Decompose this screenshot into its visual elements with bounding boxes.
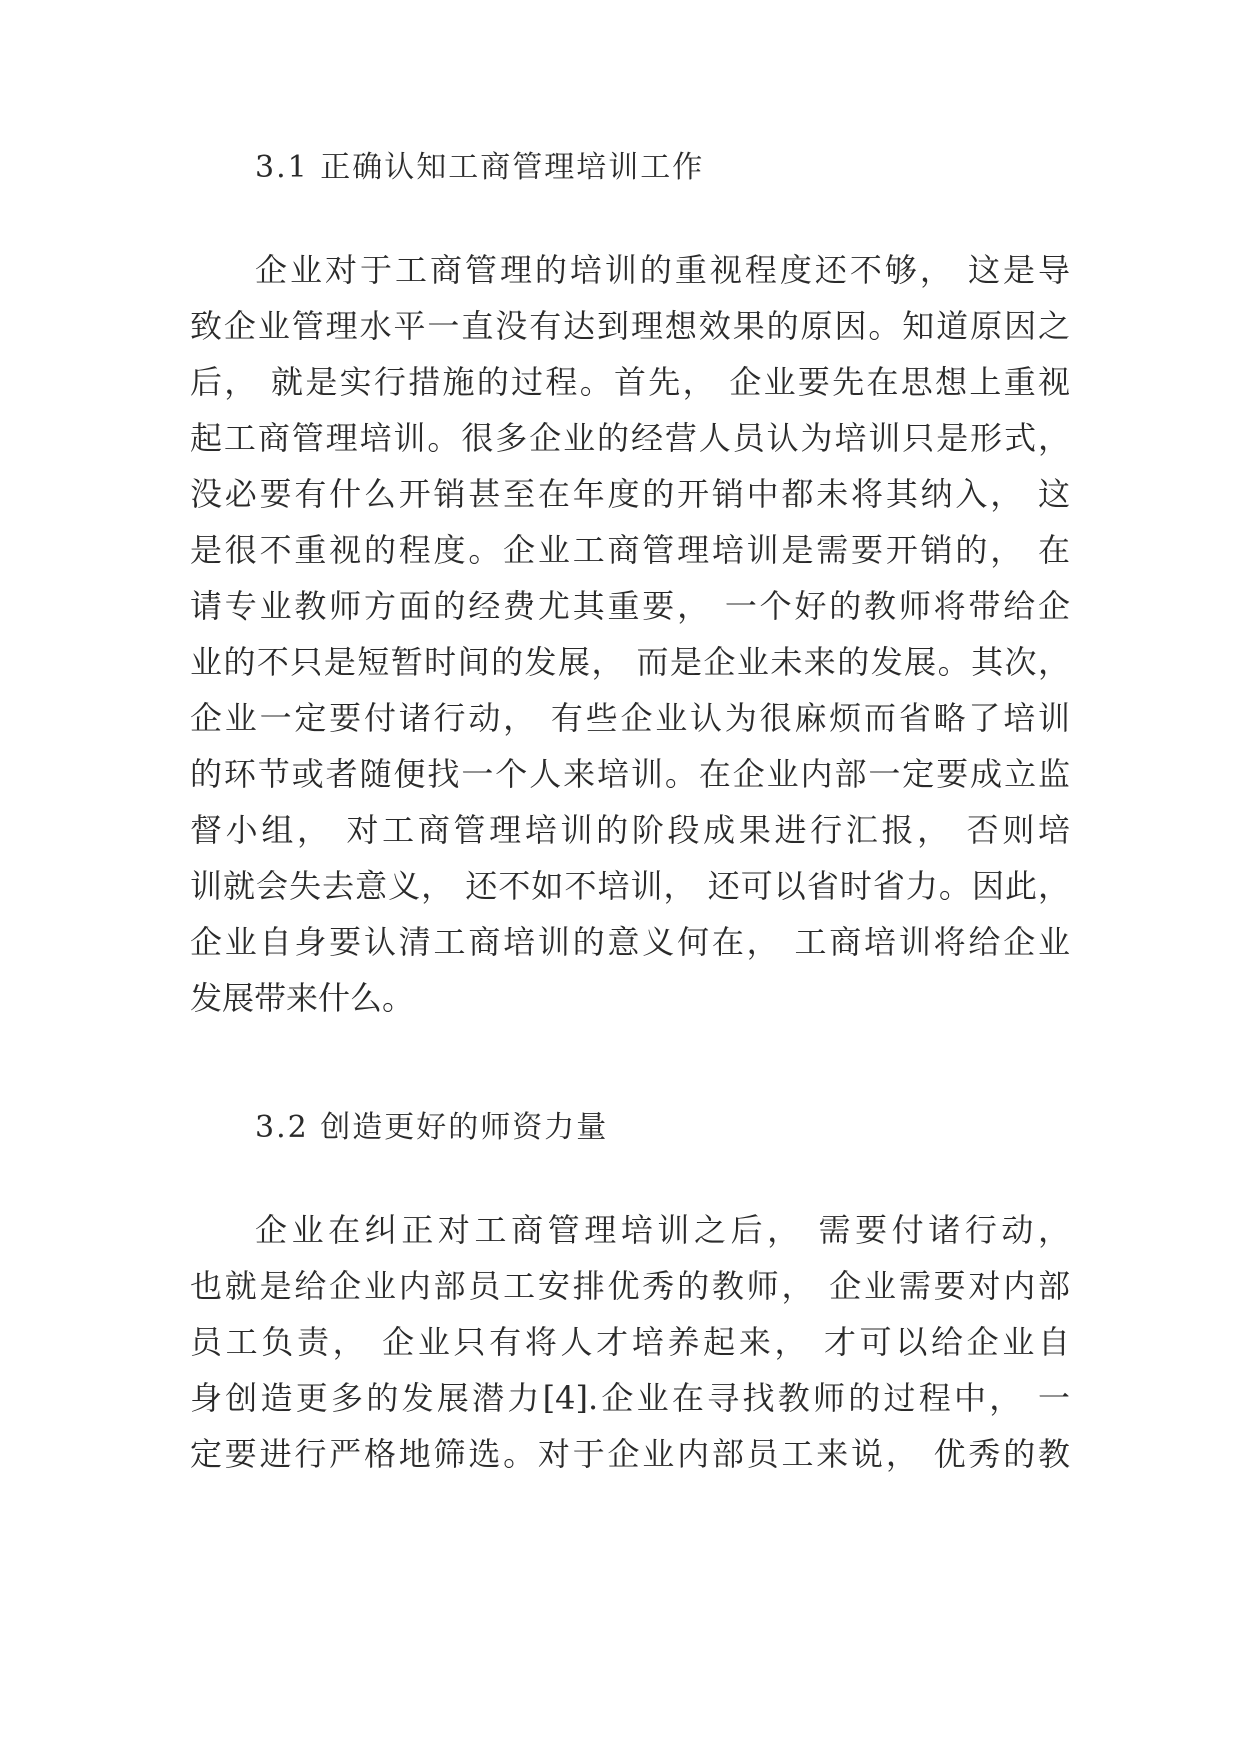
paragraph-line: 发展带来什么。 xyxy=(190,979,415,1017)
paragraph-line: 是很不重视的程度。企业工商管理培训是需要开销的， 在 xyxy=(190,531,1070,569)
paragraph-line: 起工商管理培训。很多企业的经营人员认为培训只是形式， xyxy=(190,419,1070,457)
paragraph-line: 训就会失去意义， 还不如不培训， 还可以省时省力。因此， xyxy=(190,867,1070,905)
paragraph-line: 的环节或者随便找一个人来培训。在企业内部一定要成立监 xyxy=(190,755,1070,793)
paragraph-line: 员工负责， 企业只有将人才培养起来， 才可以给企业自 xyxy=(190,1323,1070,1361)
paragraph-line: 企业自身要认清工商培训的意义何在， 工商培训将给企业 xyxy=(190,923,1070,961)
paragraph-line: 企业在纠正对工商管理培训之后， 需要付诸行动， xyxy=(255,1211,1070,1249)
paragraph-line: 致企业管理水平一直没有达到理想效果的原因。知道原因之 xyxy=(190,307,1070,345)
paragraph-line: 身创造更多的发展潜力[4].企业在寻找教师的过程中， 一 xyxy=(190,1379,1070,1417)
paragraph-line: 企业一定要付诸行动， 有些企业认为很麻烦而省略了培训 xyxy=(190,699,1070,737)
paragraph-line: 没必要有什么开销甚至在年度的开销中都未将其纳入， 这 xyxy=(190,475,1070,513)
paragraph-line: 业的不只是短暂时间的发展， 而是企业未来的发展。其次， xyxy=(190,643,1070,681)
section-heading-3-1: 3.1 正确认知工商管理培训工作 xyxy=(255,150,705,185)
paragraph-line: 也就是给企业内部员工安排优秀的教师， 企业需要对内部 xyxy=(190,1267,1070,1305)
paragraph-line: 后， 就是实行措施的过程。首先， 企业要先在思想上重视 xyxy=(190,363,1070,401)
paragraph-line: 定要进行严格地筛选。对于企业内部员工来说， 优秀的教 xyxy=(190,1435,1070,1473)
section-heading-3-2: 3.2 创造更好的师资力量 xyxy=(255,1110,609,1145)
paragraph-line: 请专业教师方面的经费尤其重要， 一个好的教师将带给企 xyxy=(190,587,1070,625)
paragraph-line: 督小组， 对工商管理培训的阶段成果进行汇报， 否则培 xyxy=(190,811,1070,849)
paragraph-line: 企业对于工商管理的培训的重视程度还不够， 这是导 xyxy=(255,251,1070,289)
